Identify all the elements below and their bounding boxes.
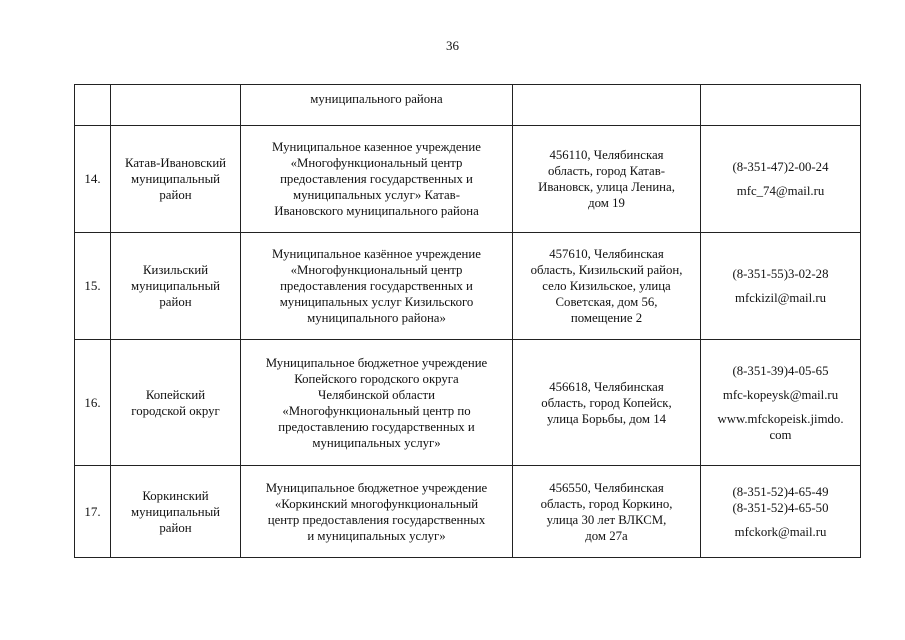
organization-line: «Многофункциональный центр по	[282, 403, 471, 418]
cell-district	[111, 233, 241, 340]
cell-contacts	[701, 466, 861, 558]
address-line: область, город Копейск,	[541, 395, 672, 410]
cell-num: 16.	[75, 340, 111, 466]
cell-contacts	[701, 126, 861, 233]
cell-organization	[241, 85, 513, 126]
district-line: Копейский	[145, 387, 206, 402]
district-line: район	[159, 295, 192, 309]
cell-num	[75, 85, 111, 126]
cell-organization	[241, 126, 513, 233]
organization-line: муниципальных услуг»	[312, 435, 441, 450]
district-line: городской округ	[131, 403, 220, 418]
district-line: муниципальный	[130, 279, 221, 293]
district-line: Кизильский	[142, 263, 209, 277]
district-line: муниципальный	[130, 504, 221, 519]
address-line: область, город Катав-	[547, 164, 666, 178]
district-line: муниципальный	[130, 172, 221, 186]
cell-contacts	[701, 340, 861, 466]
cell-num: 17.	[75, 466, 111, 558]
address-line: 456550, Челябинская	[549, 480, 664, 495]
address-line: 456618, Челябинская	[549, 379, 664, 394]
address-line: область, Кизильский район,	[530, 263, 683, 277]
cell-contacts	[701, 85, 861, 126]
organization-line: муниципального района»	[307, 311, 446, 325]
cell-address	[513, 126, 701, 233]
address-line: село Кизильское, улица	[542, 279, 671, 293]
address-line: 457610, Челябинская	[549, 247, 664, 261]
address-line: дом 27а	[585, 528, 628, 543]
organization-line: «Многофункциональный центр	[290, 156, 463, 170]
cell-district	[111, 85, 241, 126]
district-line: Катав-Ивановский	[124, 156, 227, 170]
email-link[interactable]: mfc-kopeysk@mail.ru	[722, 387, 839, 402]
address-line: область, город Коркино,	[540, 496, 673, 511]
cell-address	[513, 233, 701, 340]
organization-line: муниципальных услуг» Катав-	[293, 188, 460, 202]
organization-line: и муниципальных услуг»	[307, 528, 446, 543]
cell-organization	[241, 466, 513, 558]
page-number: 36	[446, 38, 459, 53]
table-row	[75, 233, 861, 340]
address-line: Советская, дом 56,	[555, 295, 658, 309]
organization-line: предоставления государственных и	[280, 279, 473, 293]
cell-num: 14.	[75, 126, 111, 233]
phone-text: (8-351-47)2-00-24	[732, 160, 829, 174]
email-link[interactable]: mfckork@mail.ru	[734, 524, 827, 539]
website-link[interactable]	[705, 411, 856, 443]
table-row-continuation	[75, 85, 861, 126]
organization-line: предоставления государственных и	[280, 172, 473, 186]
organization-text: муниципального района	[310, 92, 443, 106]
email-link[interactable]: mfckizil@mail.ru	[734, 291, 827, 305]
cell-organization	[241, 233, 513, 340]
table-row	[75, 466, 861, 558]
organization-line: Муниципальное бюджетное учреждение	[265, 480, 488, 495]
organization-line: Муниципальное казённое учреждение	[272, 247, 481, 261]
district-line: район	[159, 520, 192, 535]
cell-address	[513, 85, 701, 126]
phone-text: (8-351-39)4-05-65	[732, 363, 829, 378]
phone-text: (8-351-52)4-65-50	[732, 500, 829, 515]
organization-line: «Коркинский многофункциональный	[274, 496, 479, 511]
organization-line: центр предоставления государственных	[267, 512, 486, 527]
website-line: com	[769, 427, 792, 442]
organization-line: предоставлению государственных и	[278, 419, 475, 434]
address-line: 456110, Челябинская	[549, 148, 664, 162]
organization-line: муниципальных услуг Кизильского	[279, 295, 474, 309]
cell-organization	[241, 340, 513, 466]
district-line: Коркинский	[142, 488, 209, 503]
cell-contacts	[701, 233, 861, 340]
table-row	[75, 126, 861, 233]
organization-line: Челябинской области	[318, 387, 435, 402]
cell-district	[111, 340, 241, 466]
organization-line: Муниципальное бюджетное учреждение	[265, 355, 488, 370]
address-line: Ивановск, улица Ленина,	[538, 180, 675, 194]
mfc-table	[74, 84, 861, 558]
address-line: помещение 2	[570, 311, 643, 325]
address-line: дом 19	[588, 196, 625, 210]
organization-line: Муниципальное казенное учреждение	[272, 140, 481, 154]
cell-district	[111, 466, 241, 558]
address-line: улица 30 лет ВЛКСМ,	[546, 512, 667, 527]
cell-address	[513, 466, 701, 558]
cell-address	[513, 340, 701, 466]
email-link[interactable]: mfc_74@mail.ru	[736, 184, 825, 198]
organization-line: Ивановского муниципального района	[274, 204, 479, 218]
district-line: район	[159, 188, 192, 202]
organization-line: «Многофункциональный центр	[290, 263, 463, 277]
address-line: улица Борьбы, дом 14	[546, 411, 667, 426]
website-line: www.mfckopeisk.jimdo.	[717, 411, 844, 426]
cell-num: 15.	[75, 233, 111, 340]
phone-text: (8-351-52)4-65-49	[732, 484, 829, 499]
organization-line: Копейского городского округа	[294, 371, 459, 386]
table-row	[75, 340, 861, 466]
cell-district	[111, 126, 241, 233]
phone-text: (8-351-55)3-02-28	[732, 267, 829, 281]
